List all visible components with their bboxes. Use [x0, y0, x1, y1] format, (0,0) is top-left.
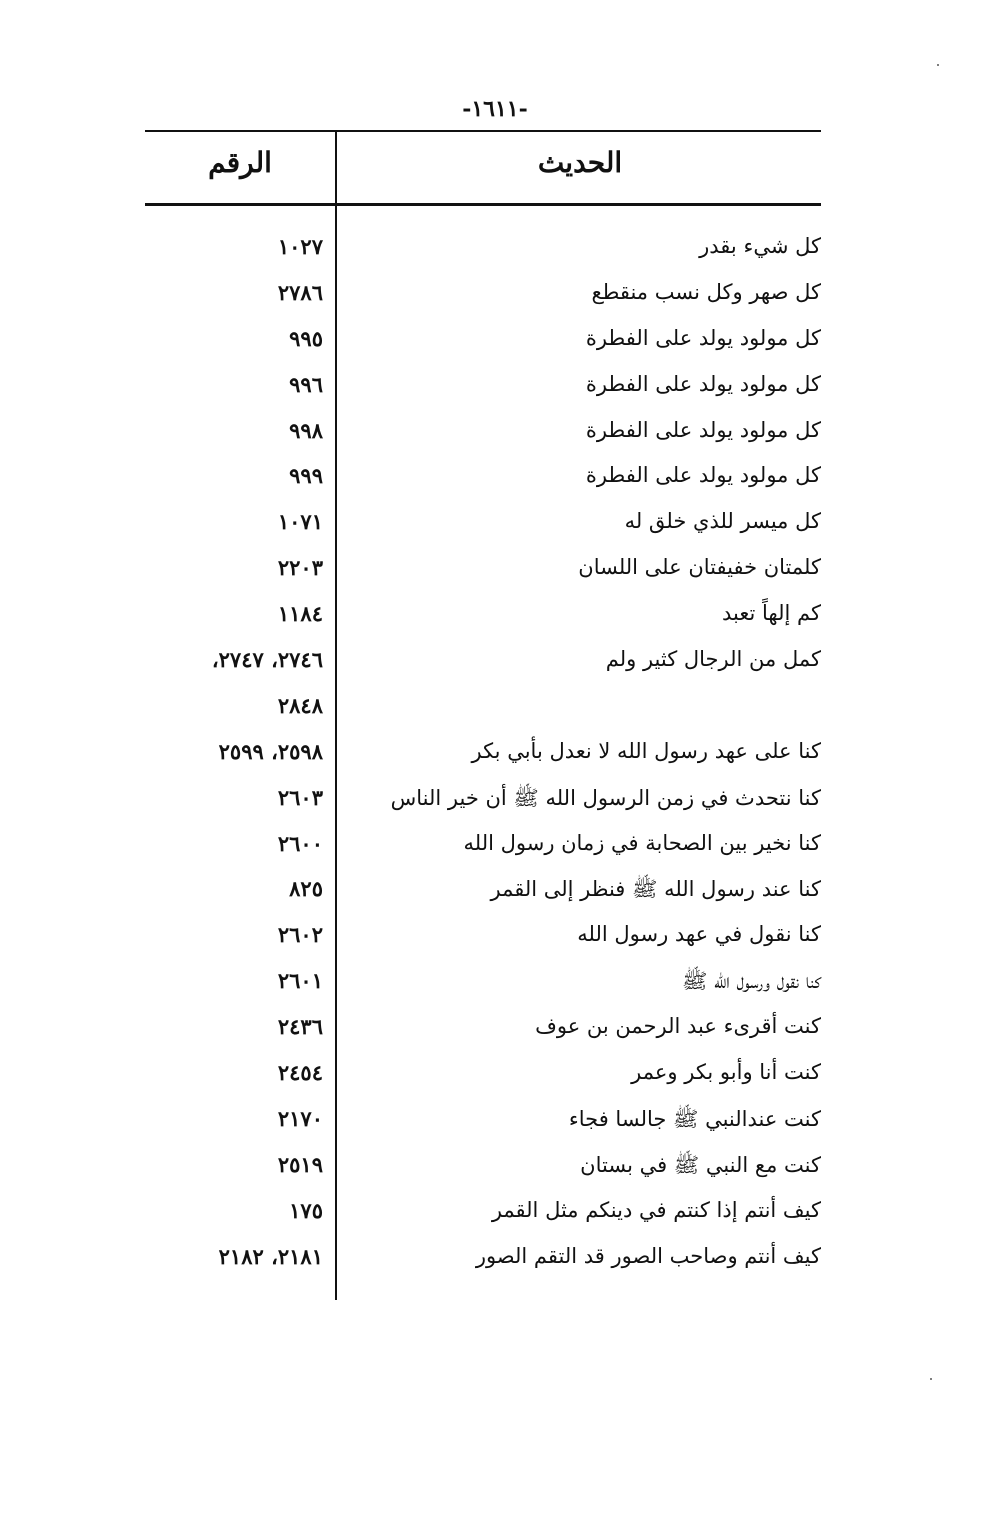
table-row: [145, 368, 821, 414]
hadith-number: ٢٤٣٦: [277, 1014, 323, 1040]
hadith-text: كل مولود يولد على الفطرة: [585, 417, 821, 442]
hadith-number: ٩٩٨: [289, 417, 323, 443]
hadith-number: ٢١٨١، ٢١٨٢: [218, 1243, 323, 1269]
hadith-number: ٢١٧٠: [277, 1105, 323, 1131]
hadith-text: كل مولود يولد على الفطرة: [585, 371, 821, 396]
hadith-number: ٢٨٤٨: [277, 692, 323, 718]
hadith-number: ٢٥١٩: [277, 1151, 323, 1177]
table-row: [145, 735, 821, 781]
table-row: [145, 918, 821, 964]
hadith-text: كل شيء بقدر: [699, 234, 821, 258]
hadith-text: كيف أنتم وصاحب الصور قد التقم الصور: [475, 1243, 821, 1268]
hadith-number: ٢٦٠١: [277, 968, 323, 994]
hadith-text: كل مولود يولد على الفطرة: [585, 463, 821, 488]
table-row: [145, 1240, 821, 1286]
hadith-text: كيف أنتم إذا كنتم في دينكم مثل القمر: [491, 1197, 821, 1222]
hadith-number: ٨٢٥: [289, 876, 323, 902]
hadith-text: كنت مع النبي ﷺ في بستان: [580, 1152, 821, 1177]
hadith-text: كنا نقول ورسول الله ﷺ: [682, 969, 821, 994]
scan-speck: [930, 1378, 932, 1380]
table-row: [145, 230, 821, 276]
hadith-number: ٢٢٠٣: [277, 555, 323, 581]
table-row: [145, 781, 821, 827]
table-row: [145, 322, 821, 368]
hadith-number: ٢٦٠٣: [277, 784, 323, 810]
index-table-body: [145, 230, 821, 1285]
hadith-text: كل مولود يولد على الفطرة: [585, 325, 821, 350]
column-header-hadith: الحديث: [537, 146, 623, 179]
scan-speck: [937, 64, 939, 66]
hadith-number: ٢٦٠٠: [277, 830, 323, 856]
hadith-text: كنا نقول في عهد رسول الله: [577, 922, 821, 947]
hadith-text: كنا عند رسول الله ﷺ فنظر إلى القمر: [490, 877, 821, 902]
hadith-number: ٩٩٦: [289, 371, 323, 397]
hadith-number: ١١٨٤: [277, 601, 323, 627]
table-row: [145, 1010, 821, 1056]
table-row: [145, 1194, 821, 1240]
hadith-text: كل صهر وكل نسب منقطع: [591, 279, 821, 304]
hadith-number: ١٠٢٧: [277, 234, 323, 259]
hadith-number: ٢٦٠٢: [277, 922, 323, 948]
hadith-number: ٩٩٥: [289, 325, 323, 351]
table-row: [145, 872, 821, 918]
hadith-text: كنا على عهد رسول الله لا نعدل بأبي بكر: [471, 738, 821, 763]
hadith-text: كنت أنا وأبو بكر وعمر: [631, 1060, 821, 1085]
hadith-text: كنت أقرىء عبد الرحمن بن عوف: [535, 1014, 821, 1039]
table-row: [145, 689, 821, 735]
table-row: [145, 597, 821, 643]
table-row: [145, 414, 821, 460]
table-row: [145, 1056, 821, 1102]
table-row: [145, 964, 821, 1010]
page-number: -١٦١١-: [462, 96, 528, 122]
column-header-number: الرقم: [208, 146, 272, 179]
hadith-number: ٢٥٩٨، ٢٥٩٩: [218, 738, 323, 764]
hadith-text: كم إلهاً تعبد: [722, 601, 821, 626]
hadith-number: ٢٧٤٦، ٢٧٤٧،: [211, 647, 323, 673]
hadith-text: كمل من الرجال كثير ولم: [605, 647, 821, 672]
top-rule: [145, 130, 821, 132]
hadith-text: كنت عندالنبي ﷺ جالسا فجاء: [568, 1106, 821, 1131]
hadith-number: ٢٧٨٦: [277, 279, 323, 305]
table-row: [145, 551, 821, 597]
header-rule: [145, 203, 821, 206]
hadith-number: ١٠٧١: [277, 509, 323, 535]
table-row: [145, 827, 821, 873]
hadith-number: ٩٩٩: [289, 463, 323, 489]
hadith-text: كنا نخير بين الصحابة في زمان رسول الله: [463, 830, 821, 855]
table-row: [145, 505, 821, 551]
table-row: [145, 276, 821, 322]
table-row: [145, 643, 821, 689]
table-row: [145, 1102, 821, 1148]
hadith-number: ٢٤٥٤: [277, 1060, 323, 1086]
table-row: [145, 459, 821, 505]
hadith-number: ١٧٥: [289, 1197, 323, 1223]
hadith-text: كل ميسر للذي خلق له: [624, 509, 821, 534]
table-row: [145, 1148, 821, 1194]
hadith-text: كنا نتحدث في زمن الرسول الله ﷺ أن خير الناس: [390, 785, 821, 810]
hadith-text: كلمتان خفيفتان على اللسان: [578, 555, 821, 580]
